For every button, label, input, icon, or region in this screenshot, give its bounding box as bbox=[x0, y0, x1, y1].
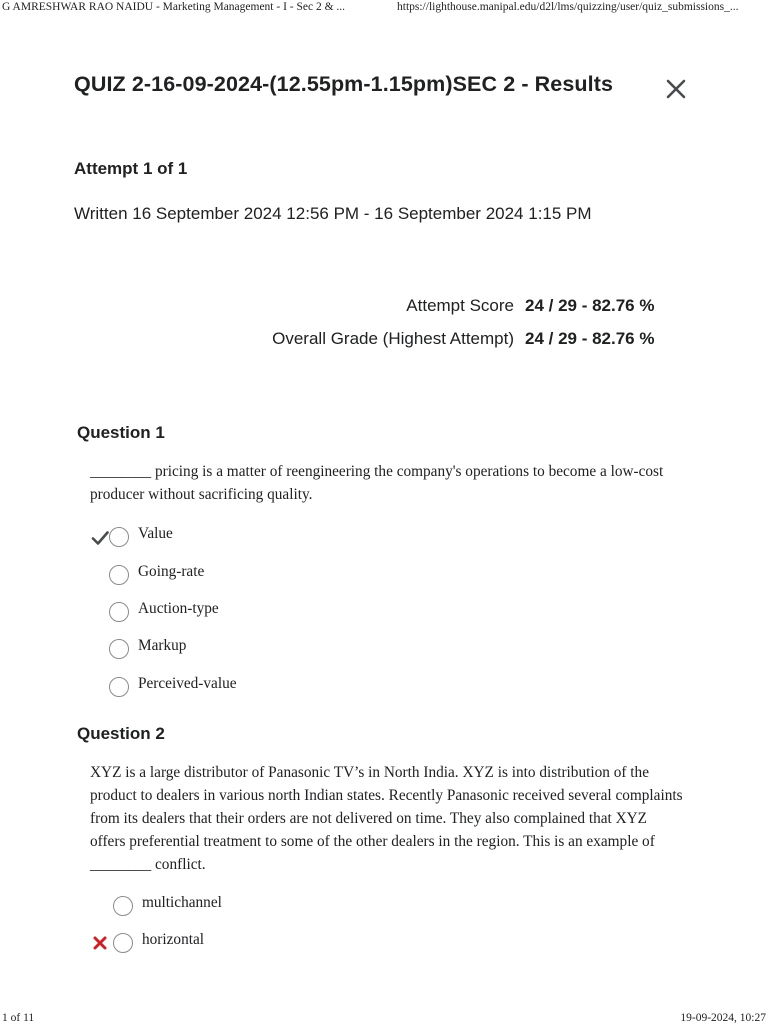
page-number: 1 of 11 bbox=[2, 1012, 35, 1024]
option-label: Perceived-value bbox=[138, 675, 237, 692]
attempt-score-value: 24 / 29 - 82.76 % bbox=[525, 296, 655, 315]
option-label: multichannel bbox=[142, 894, 222, 911]
print-header bbox=[0, 0, 768, 16]
print-header-url: https://lighthouse.manipal.edu/d2l/lms/quizzing/user/quiz_submissions_... bbox=[397, 1, 739, 13]
option-label: Markup bbox=[138, 637, 187, 654]
check-icon bbox=[91, 529, 109, 547]
question-2-text bbox=[90, 761, 710, 876]
radio-button[interactable] bbox=[109, 565, 129, 585]
print-timestamp: 19-09-2024, 10:27 bbox=[680, 1012, 766, 1024]
page-title: QUIZ 2-16-09-2024-(12.55pm-1.15pm)SEC 2 - Results bbox=[74, 72, 614, 96]
question-2-text-line: from its dealers that their orders are not delivered on time. They also complained that XYZ bbox=[90, 810, 648, 827]
written-timestamp: Written 16 September 2024 12:56 PM - 16 September 2024 1:15 PM bbox=[74, 204, 592, 223]
radio-button[interactable] bbox=[113, 896, 133, 916]
radio-button[interactable] bbox=[113, 933, 133, 953]
radio-button[interactable] bbox=[109, 527, 129, 547]
cross-icon bbox=[92, 935, 108, 951]
question-2-text-line: ________ conflict. bbox=[90, 856, 206, 873]
question-1-text-line: producer without sacrificing quality. bbox=[90, 486, 313, 503]
overall-grade-label: Overall Grade (Highest Attempt) bbox=[272, 329, 514, 348]
option-label: Going-rate bbox=[138, 563, 205, 580]
close-button[interactable] bbox=[663, 76, 689, 102]
attempt-score-label: Attempt Score bbox=[406, 296, 514, 315]
question-2-heading: Question 2 bbox=[77, 724, 165, 743]
close-icon[interactable] bbox=[663, 76, 689, 102]
question-1-text-line: ________ pricing is a matter of reengineering the company's operations to become a low-cost bbox=[90, 463, 664, 480]
radio-button[interactable] bbox=[109, 677, 129, 697]
overall-grade-value: 24 / 29 - 82.76 % bbox=[525, 329, 655, 348]
radio-button[interactable] bbox=[109, 639, 129, 659]
radio-button[interactable] bbox=[109, 602, 129, 622]
option-label: horizontal bbox=[142, 931, 205, 948]
attempt-heading: Attempt 1 of 1 bbox=[74, 159, 188, 178]
question-2-text-line: XYZ is a large distributor of Panasonic TV’s in North India. XYZ is into distribution of the bbox=[90, 764, 649, 781]
option-label: Value bbox=[138, 525, 173, 542]
option-label: Auction-type bbox=[138, 600, 219, 617]
question-2-text-line: product to dealers in various north Indian states. Recently Panasonic received several complaints bbox=[90, 787, 683, 804]
print-header-title: G AMRESHWAR RAO NAIDU - Marketing Management - I - Sec 2 & ... bbox=[2, 1, 346, 13]
question-1-text bbox=[90, 460, 710, 506]
question-1-heading: Question 1 bbox=[77, 423, 165, 442]
question-2-text-line: offers preferential treatment to some of the other dealers in the region. This is an example of bbox=[90, 833, 655, 850]
